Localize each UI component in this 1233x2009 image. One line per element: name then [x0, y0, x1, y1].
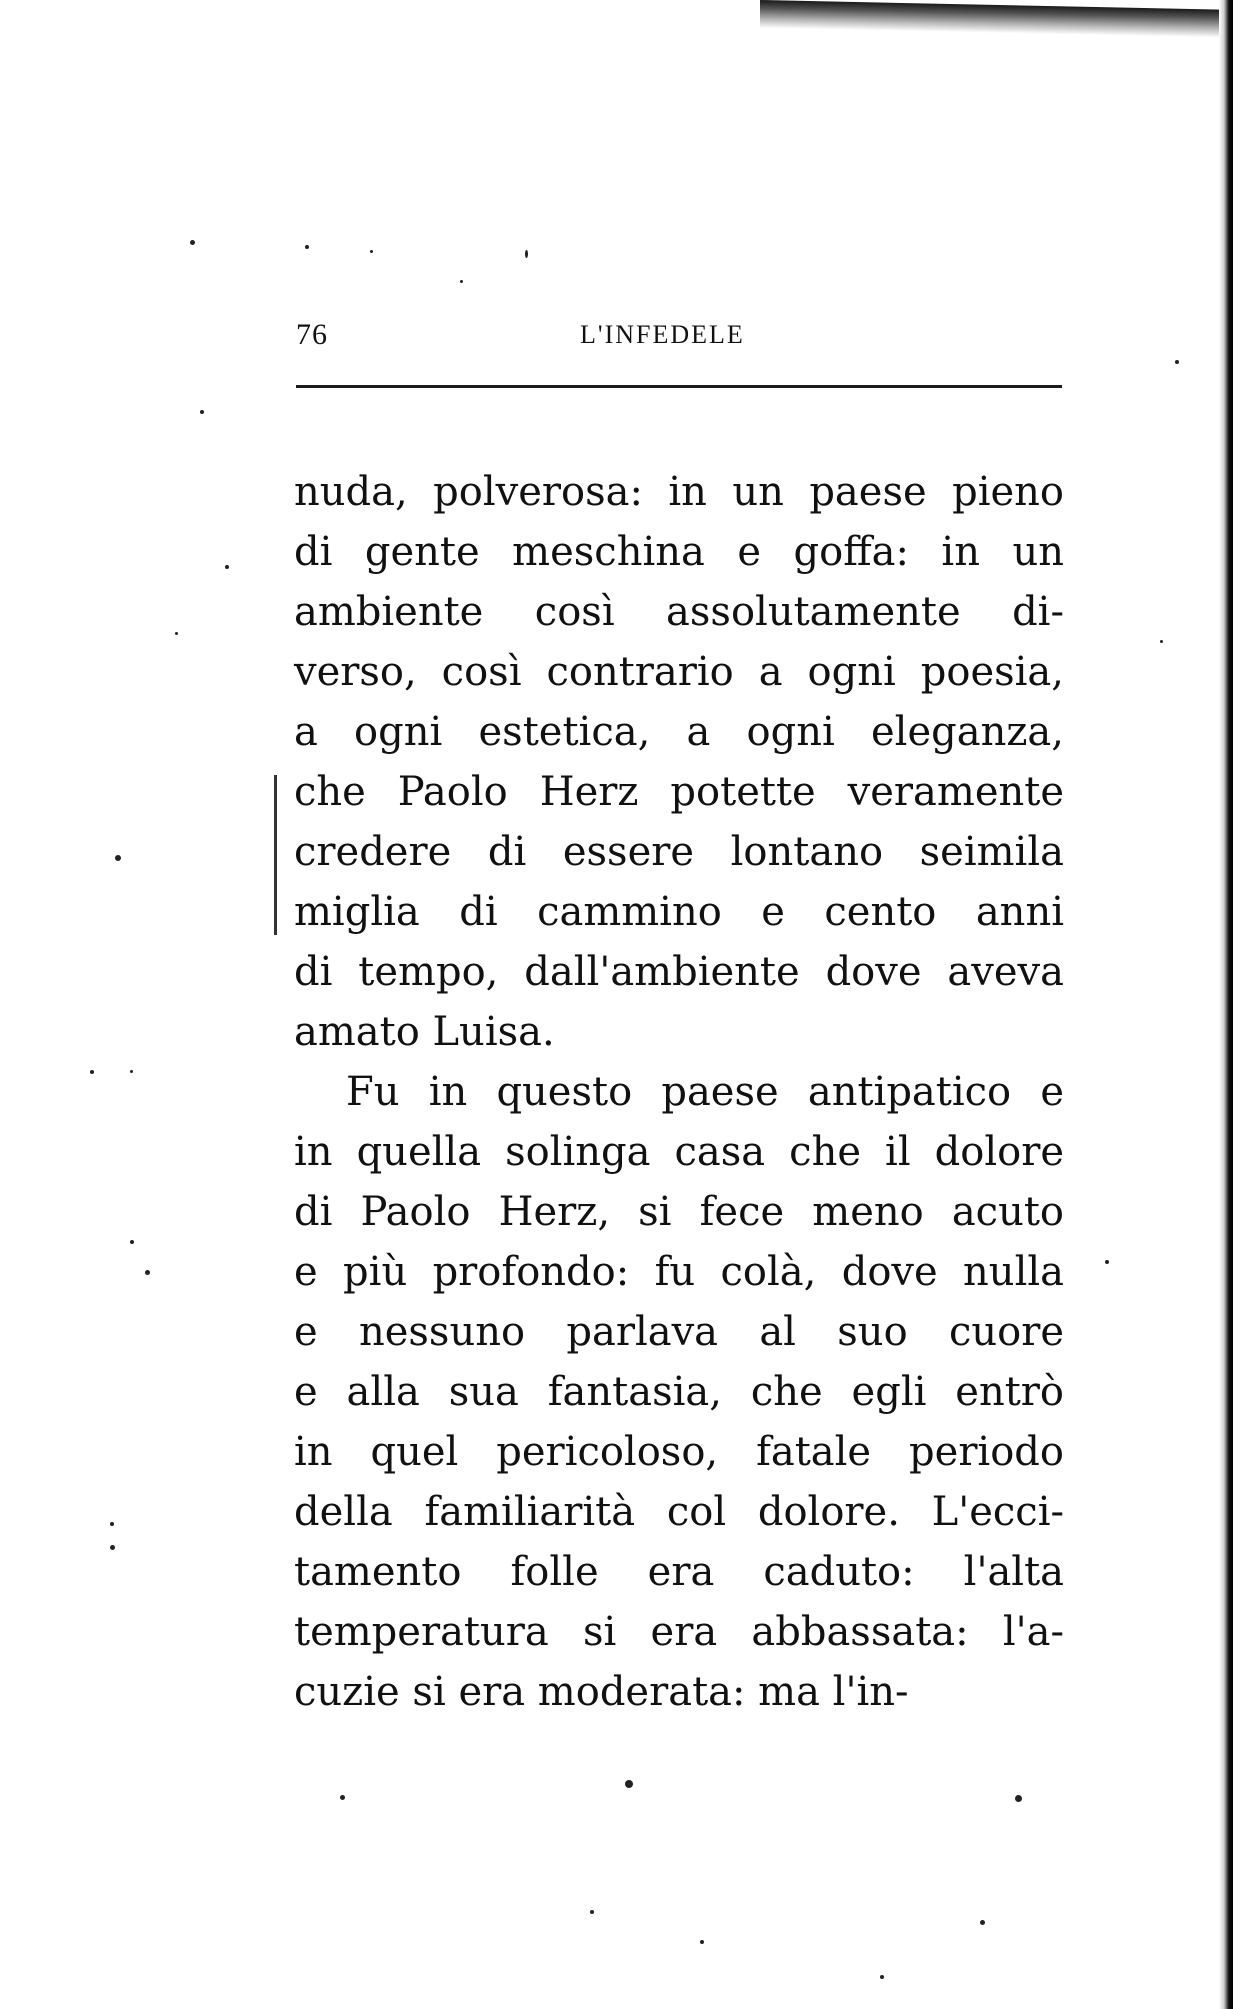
text-line: tamento folle era caduto: l'alta: [294, 1549, 1064, 1595]
text-line: verso, così contrario a ogni poesia,: [294, 649, 1064, 695]
text-line: in quel pericoloso, fatale periodo: [294, 1429, 1064, 1475]
speck: [200, 410, 204, 414]
text-line: amato Luisa.: [294, 1009, 555, 1055]
paragraph-1: [294, 462, 1064, 1062]
text-line: di tempo, dall'ambiente dove aveva: [294, 949, 1064, 995]
paragraph-2: [294, 1062, 1064, 1722]
running-title: L'INFEDELE: [580, 320, 745, 349]
text-line: Fu in questo paese antipatico e: [346, 1069, 1064, 1115]
text-line: cuzie si era moderata: ma l'in-: [294, 1669, 909, 1715]
speck: [130, 1240, 134, 1244]
speck: [370, 250, 373, 253]
text-line: ambiente così assolutamente di-: [294, 589, 1064, 635]
speck: [525, 250, 528, 258]
speck: [175, 632, 178, 635]
body-text: [294, 462, 1064, 1722]
page-number: 76: [296, 318, 328, 351]
header-rule: [296, 385, 1062, 388]
text-line: e più profondo: fu colà, dove nulla: [294, 1249, 1064, 1295]
speck: [130, 1070, 133, 1073]
scan-right-edge: [1219, 0, 1233, 2009]
speck: [980, 1920, 985, 1925]
running-head: [296, 318, 1056, 368]
text-line: credere di essere lontano seimila: [294, 829, 1064, 875]
text-line: di gente meschina e goffa: in un: [294, 529, 1064, 575]
text-line: in quella solinga casa che il dolore: [294, 1129, 1064, 1175]
speck: [110, 1522, 114, 1526]
speck: [700, 1940, 704, 1944]
speck: [115, 855, 121, 861]
speck: [1105, 1260, 1109, 1264]
speck: [145, 1270, 150, 1275]
text-line: nuda, polverosa: in un paese pieno: [294, 469, 1064, 515]
speck: [460, 280, 463, 283]
speck: [110, 1545, 115, 1550]
speck: [1160, 640, 1163, 643]
speck: [90, 1070, 94, 1074]
speck: [880, 1975, 884, 1979]
speck: [590, 1910, 594, 1914]
text-line: a ogni estetica, a ogni eleganza,: [294, 709, 1064, 755]
speck: [190, 240, 195, 245]
text-line: e alla sua fantasia, che egli entrò: [294, 1369, 1064, 1415]
speck: [625, 1780, 633, 1788]
text-line: della familiarità col dolore. L'ecci-: [294, 1489, 1064, 1535]
text-line: e nessuno parlava al suo cuore: [294, 1309, 1064, 1355]
speck: [305, 245, 309, 249]
text-line: che Paolo Herz potette veramente: [294, 769, 1064, 815]
text-line: miglia di cammino e cento anni: [294, 889, 1064, 935]
text-line: temperatura si era abbassata: l'a-: [294, 1609, 1064, 1655]
speck: [340, 1795, 345, 1800]
speck: [1175, 360, 1179, 364]
text-line: di Paolo Herz, si fece meno acuto: [294, 1189, 1064, 1235]
margin-mark: [274, 775, 277, 935]
speck: [1015, 1795, 1022, 1802]
speck: [225, 565, 229, 569]
scan-top-edge: [760, 0, 1233, 38]
